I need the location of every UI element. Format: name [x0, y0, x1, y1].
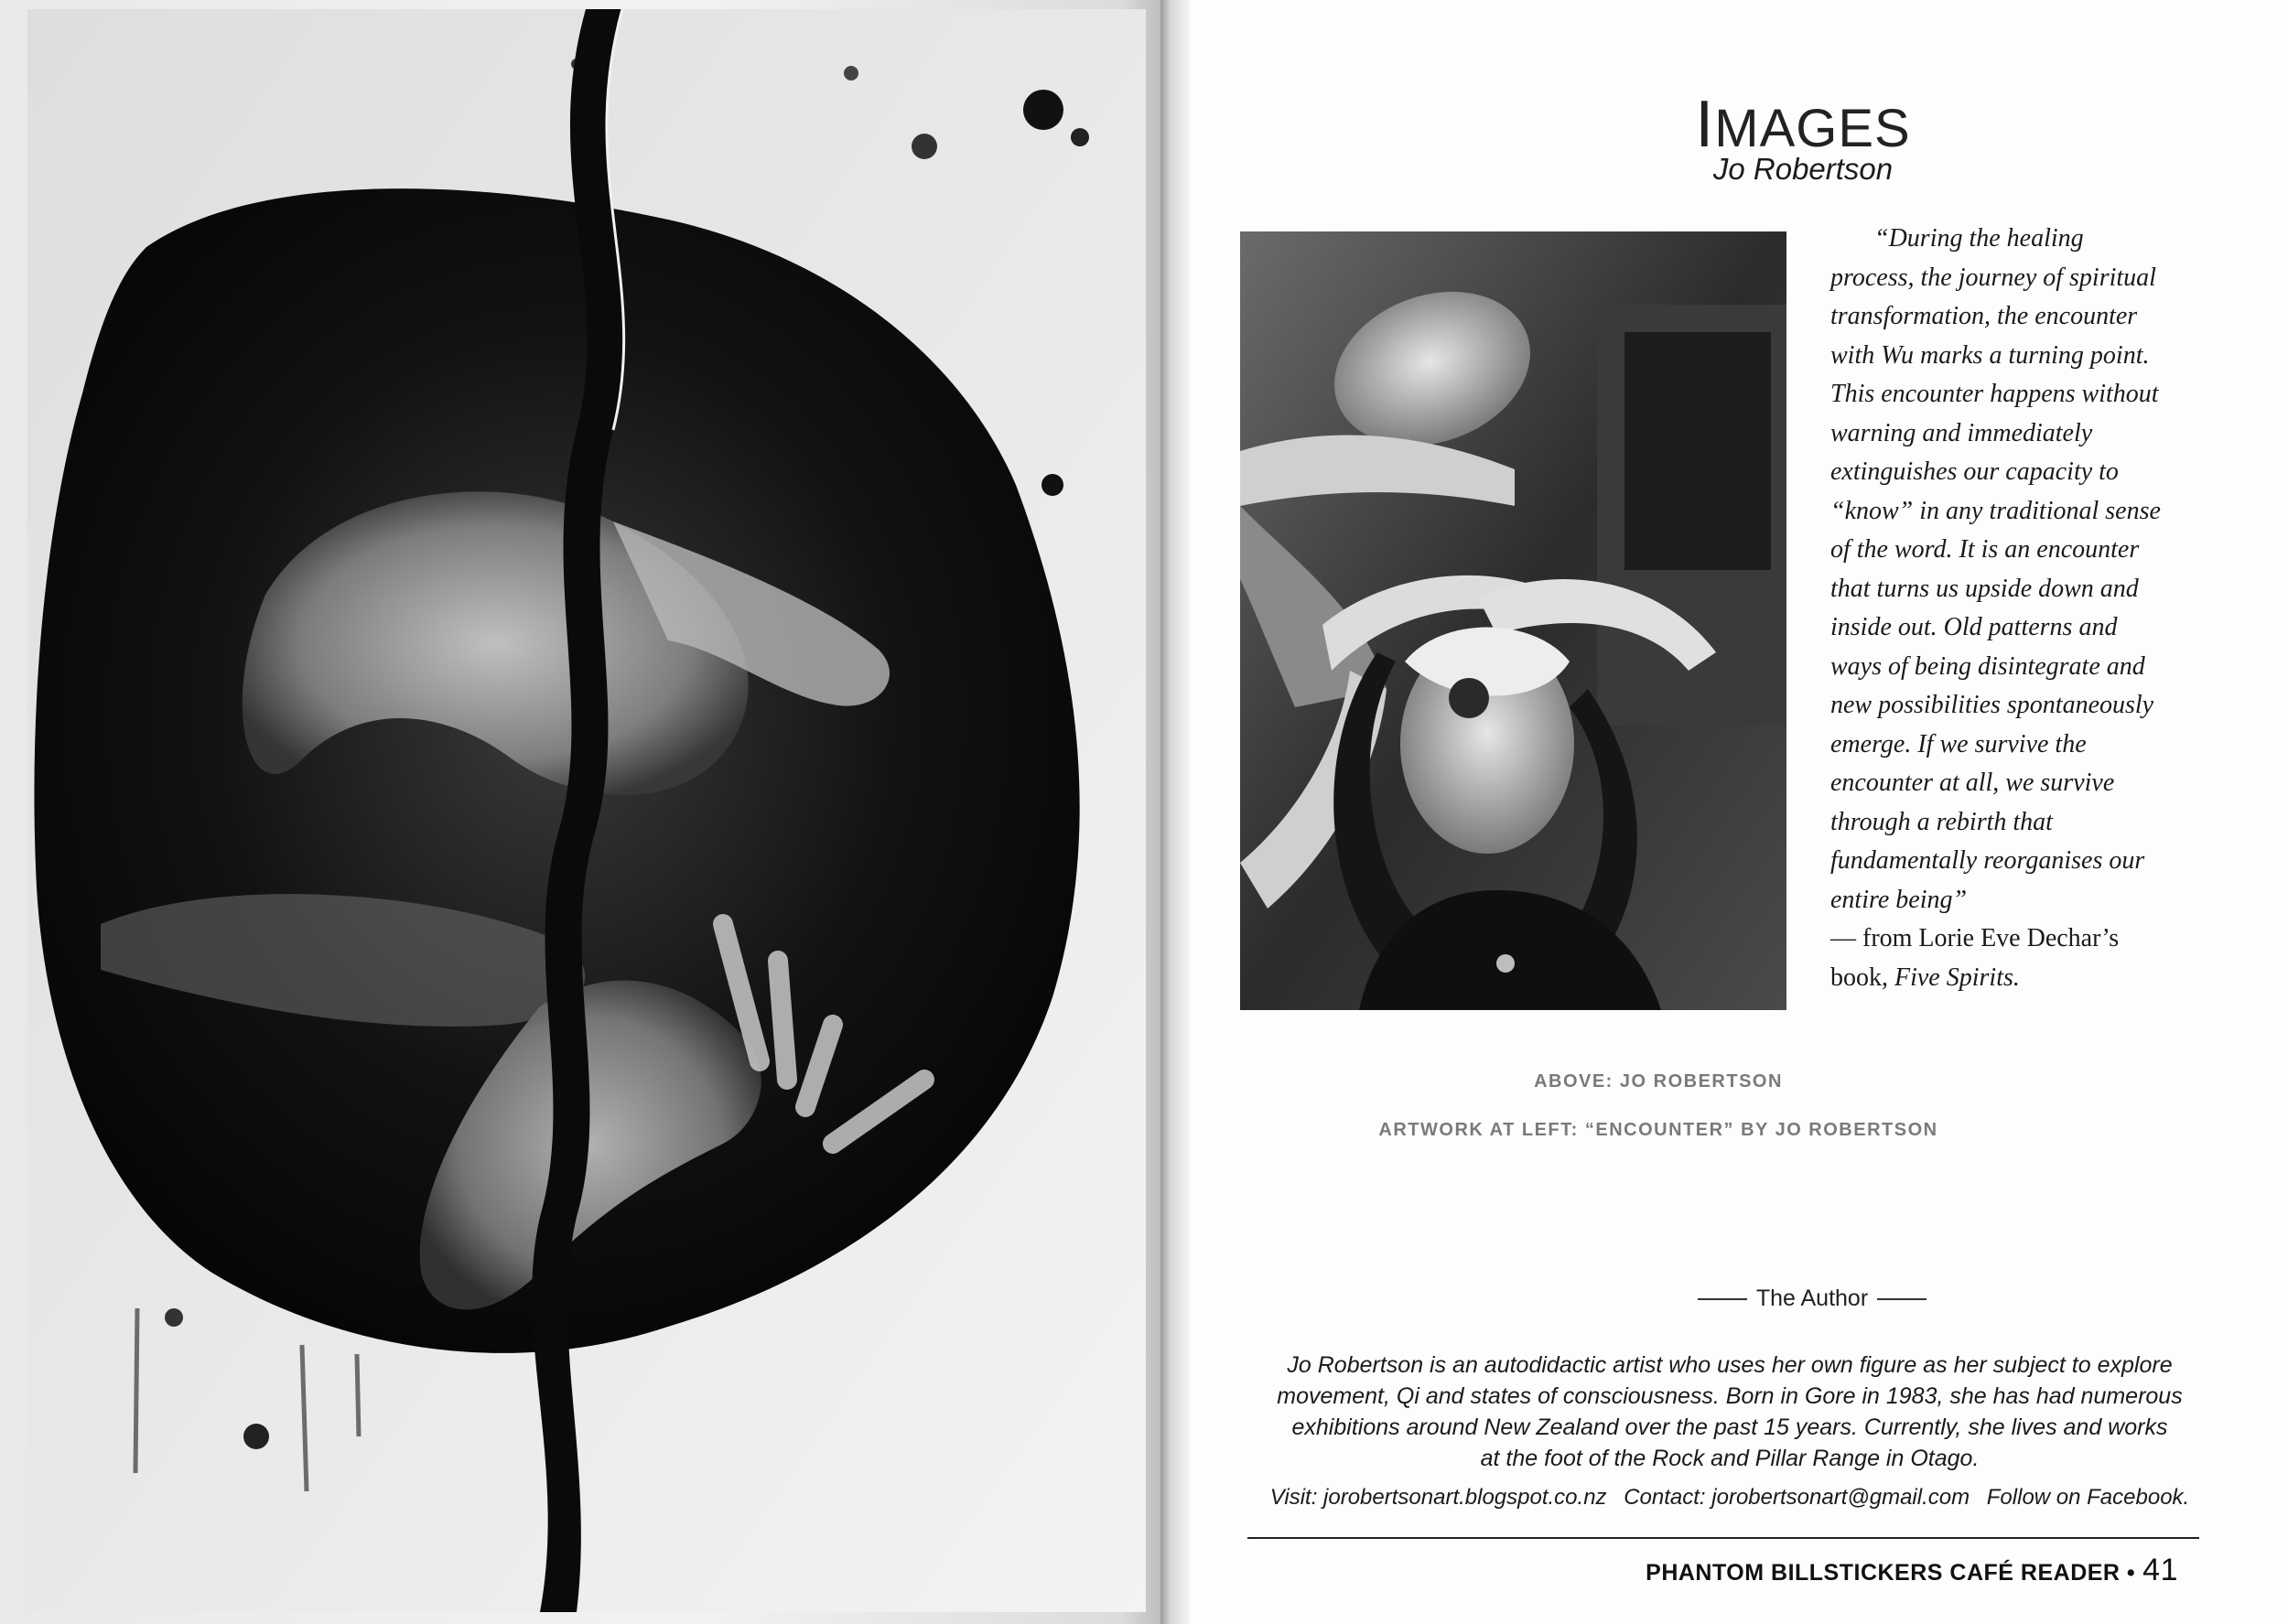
quote-line: encounter at all, we survive: [1830, 769, 2115, 797]
photo-caption: ABOVE: JO ROBERTSON: [1534, 1071, 1783, 1092]
artwork-caption: ARTWORK AT LEFT: “ENCOUNTER” BY JO ROBERTSON: [1378, 1120, 1938, 1140]
contact-label: Contact:: [1624, 1485, 1706, 1510]
quote-line: emerge. If we survive the: [1830, 729, 2087, 758]
quote-line: with Wu marks a turning point.: [1830, 340, 2150, 370]
quote-attribution: — from Lorie Eve Dechar’s: [1830, 924, 2120, 952]
bio-line: Jo Robertson is an autodidactic artist who uses her own figure as her subject to explore: [1287, 1352, 2173, 1378]
artwork-encounter: [27, 9, 1146, 1612]
publication-name: PHANTOM BILLSTICKERS CAFÉ READER •: [1646, 1560, 2136, 1586]
quote-line: of the word. It is an encounter: [1830, 535, 2140, 564]
quote-line: through a rebirth that: [1830, 807, 2053, 836]
bio-line: movement, Qi and states of consciousness. Born in Gore in 1983, she has had numerous: [1277, 1383, 2183, 1409]
heading-rule-right: [1877, 1298, 1926, 1300]
author-photo: [1240, 231, 1786, 1010]
page-number: 41: [2142, 1553, 2178, 1587]
email-link[interactable]: jorobertsonart@gmail.com: [1711, 1485, 1970, 1510]
quote-line: “During the healing: [1874, 224, 2084, 253]
quote-line: process, the journey of spiritual: [1830, 263, 2156, 292]
pull-quote: [1830, 220, 2233, 997]
quote-line: fundamentally reorganises our: [1830, 846, 2145, 875]
quote-line: warning and immediately: [1830, 418, 2093, 447]
bio-line: exhibitions around New Zealand over the past 15 years. Currently, she lives and works: [1291, 1414, 2168, 1440]
quote-line: This encounter happens without: [1830, 380, 2159, 408]
quote-attribution-book: book, Five Spirits.: [1830, 963, 2020, 992]
quote-line: new possibilities spontaneously: [1830, 691, 2154, 719]
contact-line: [1245, 1485, 2215, 1511]
article-title: IMAGES: [1695, 88, 1911, 161]
bio-line: at the foot of the Rock and Pillar Range in Otago.: [1480, 1446, 1980, 1471]
page-footer: [1556, 1553, 2178, 1588]
page-gutter: [1160, 0, 1193, 1624]
quote-line: transformation, the encounter: [1830, 302, 2138, 330]
blog-link[interactable]: jorobertsonart.blogspot.co.nz: [1323, 1485, 1607, 1510]
article-author: Jo Robertson: [1712, 152, 1894, 186]
author-bio: [1236, 1350, 2224, 1474]
quote-line: “know” in any traditional sense: [1830, 496, 2161, 525]
quote-line: entire being”: [1830, 885, 1968, 914]
footer-rule: [1247, 1537, 2199, 1539]
quote-line: that turns us upside down and: [1830, 574, 2139, 603]
quote-line: ways of being disintegrate and: [1830, 651, 2145, 681]
book-title: Five Spirits.: [1894, 963, 2020, 992]
visit-label: Visit:: [1269, 1485, 1318, 1510]
quote-line: inside out. Old patterns and: [1830, 613, 2118, 641]
facebook-link[interactable]: Follow on Facebook.: [1986, 1485, 2190, 1510]
heading-rule-left: [1698, 1298, 1747, 1300]
author-section-heading: The Author: [1556, 1285, 2068, 1312]
quote-line: extinguishes our capacity to: [1830, 457, 2119, 486]
